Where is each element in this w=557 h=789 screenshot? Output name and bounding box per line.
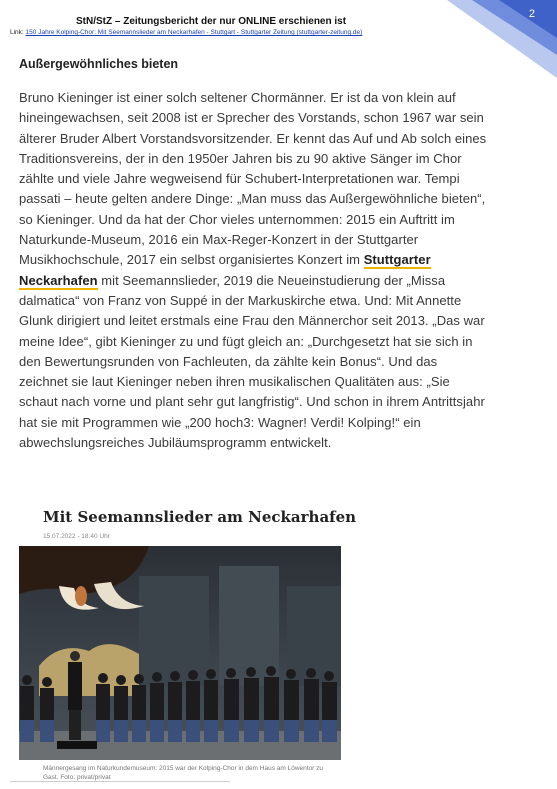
choir-photo-illustration: [19, 546, 341, 760]
header-title: StN/StZ – Zeitungsbericht der nur ONLINE erschienen ist: [76, 16, 347, 27]
header-link-row: [10, 29, 362, 36]
article-title: Mit Seemannslieder am Neckarhafen: [43, 508, 357, 526]
page-corner-decoration: [417, 0, 557, 80]
body-text-part-1: Bruno Kieninger ist einer solch seltener Chormänner. Er ist da von klein auf hineingewachsen, seit 2008 ist er Sprecher des Vorstands, schon 1967 war sein älterer Bruder Albert Vorstandsvorsitzender. Er kennt das Auf und Ab solch eines Traditionsvereins, der in den 1950er Jahren bis zu 90 aktive Sänger im Chor zählte und viele Jahre wegweisend für Schubert-Interpretationen war. Tempi passati – heute gelten andere Dinge: „Man muss das Außergewöhnliche bieten“, so Kieninger. Und da hat der Chor vieles unternommen: 2015 ein Auftritt im Naturkunde-Museum, 2016 ein Max-Reger-Konzert in der Stuttgarter Musikhochschule, 2017 ein selbst organisiertes Konzert im: [19, 90, 487, 268]
article-link[interactable]: 150 Jahre Kolping-Chor: Mit Seemannslieder am Neckarhafen - Stuttgart - Stuttgarter Zeitung (stuttgarter-zeitung.de): [25, 29, 363, 36]
choir-photo: [19, 546, 341, 760]
page-number: 2: [528, 8, 535, 20]
neckarhafen-link[interactable]: Stuttgarter Neckarhafen: [19, 252, 431, 288]
body-text-part-2: mit Seemannslieder, 2019 die Neueinstudierung der „Missa dalmatica“ von Franz von Suppé in der Markuskirche etwa. Und: Mit Annette Glunk dirigiert und leitet erstmals eine Frau den Männerchor seit 2013. „Das war meine Idee“, gibt Kieninger zu und fügt gleich an: „Durchgesetzt hat sie sich in den Bewertungsrunden von Fachleuten, da zählte kein Bonus“. Und das zeichnet sie laut Kieninger neben ihren musikalischen Qualitäten aus: „Sie schaut nach vorne und plant sehr gut langfristig“. Und schon in ihrem Antrittsjahr hat sie mit Programmen wie „200 hoch3: Wagner! Verdi! Kolping!“ ein abwechslungsreiches Jubiläumsprogramm entwickelt.: [19, 272, 485, 451]
section-heading: Außergewöhnliches bieten: [19, 57, 179, 71]
link-label: Link:: [10, 29, 24, 36]
photo-caption: Männergesang im Naturkundemuseum: 2015 war der Kolping-Chor in dem Haus am Löwentor zu Gast. Foto: privat/privat: [43, 765, 324, 781]
bottom-divider: [10, 781, 230, 782]
article-body: [19, 88, 489, 453]
article-date: 15.07.2022 - 18:40 Uhr: [43, 533, 110, 540]
